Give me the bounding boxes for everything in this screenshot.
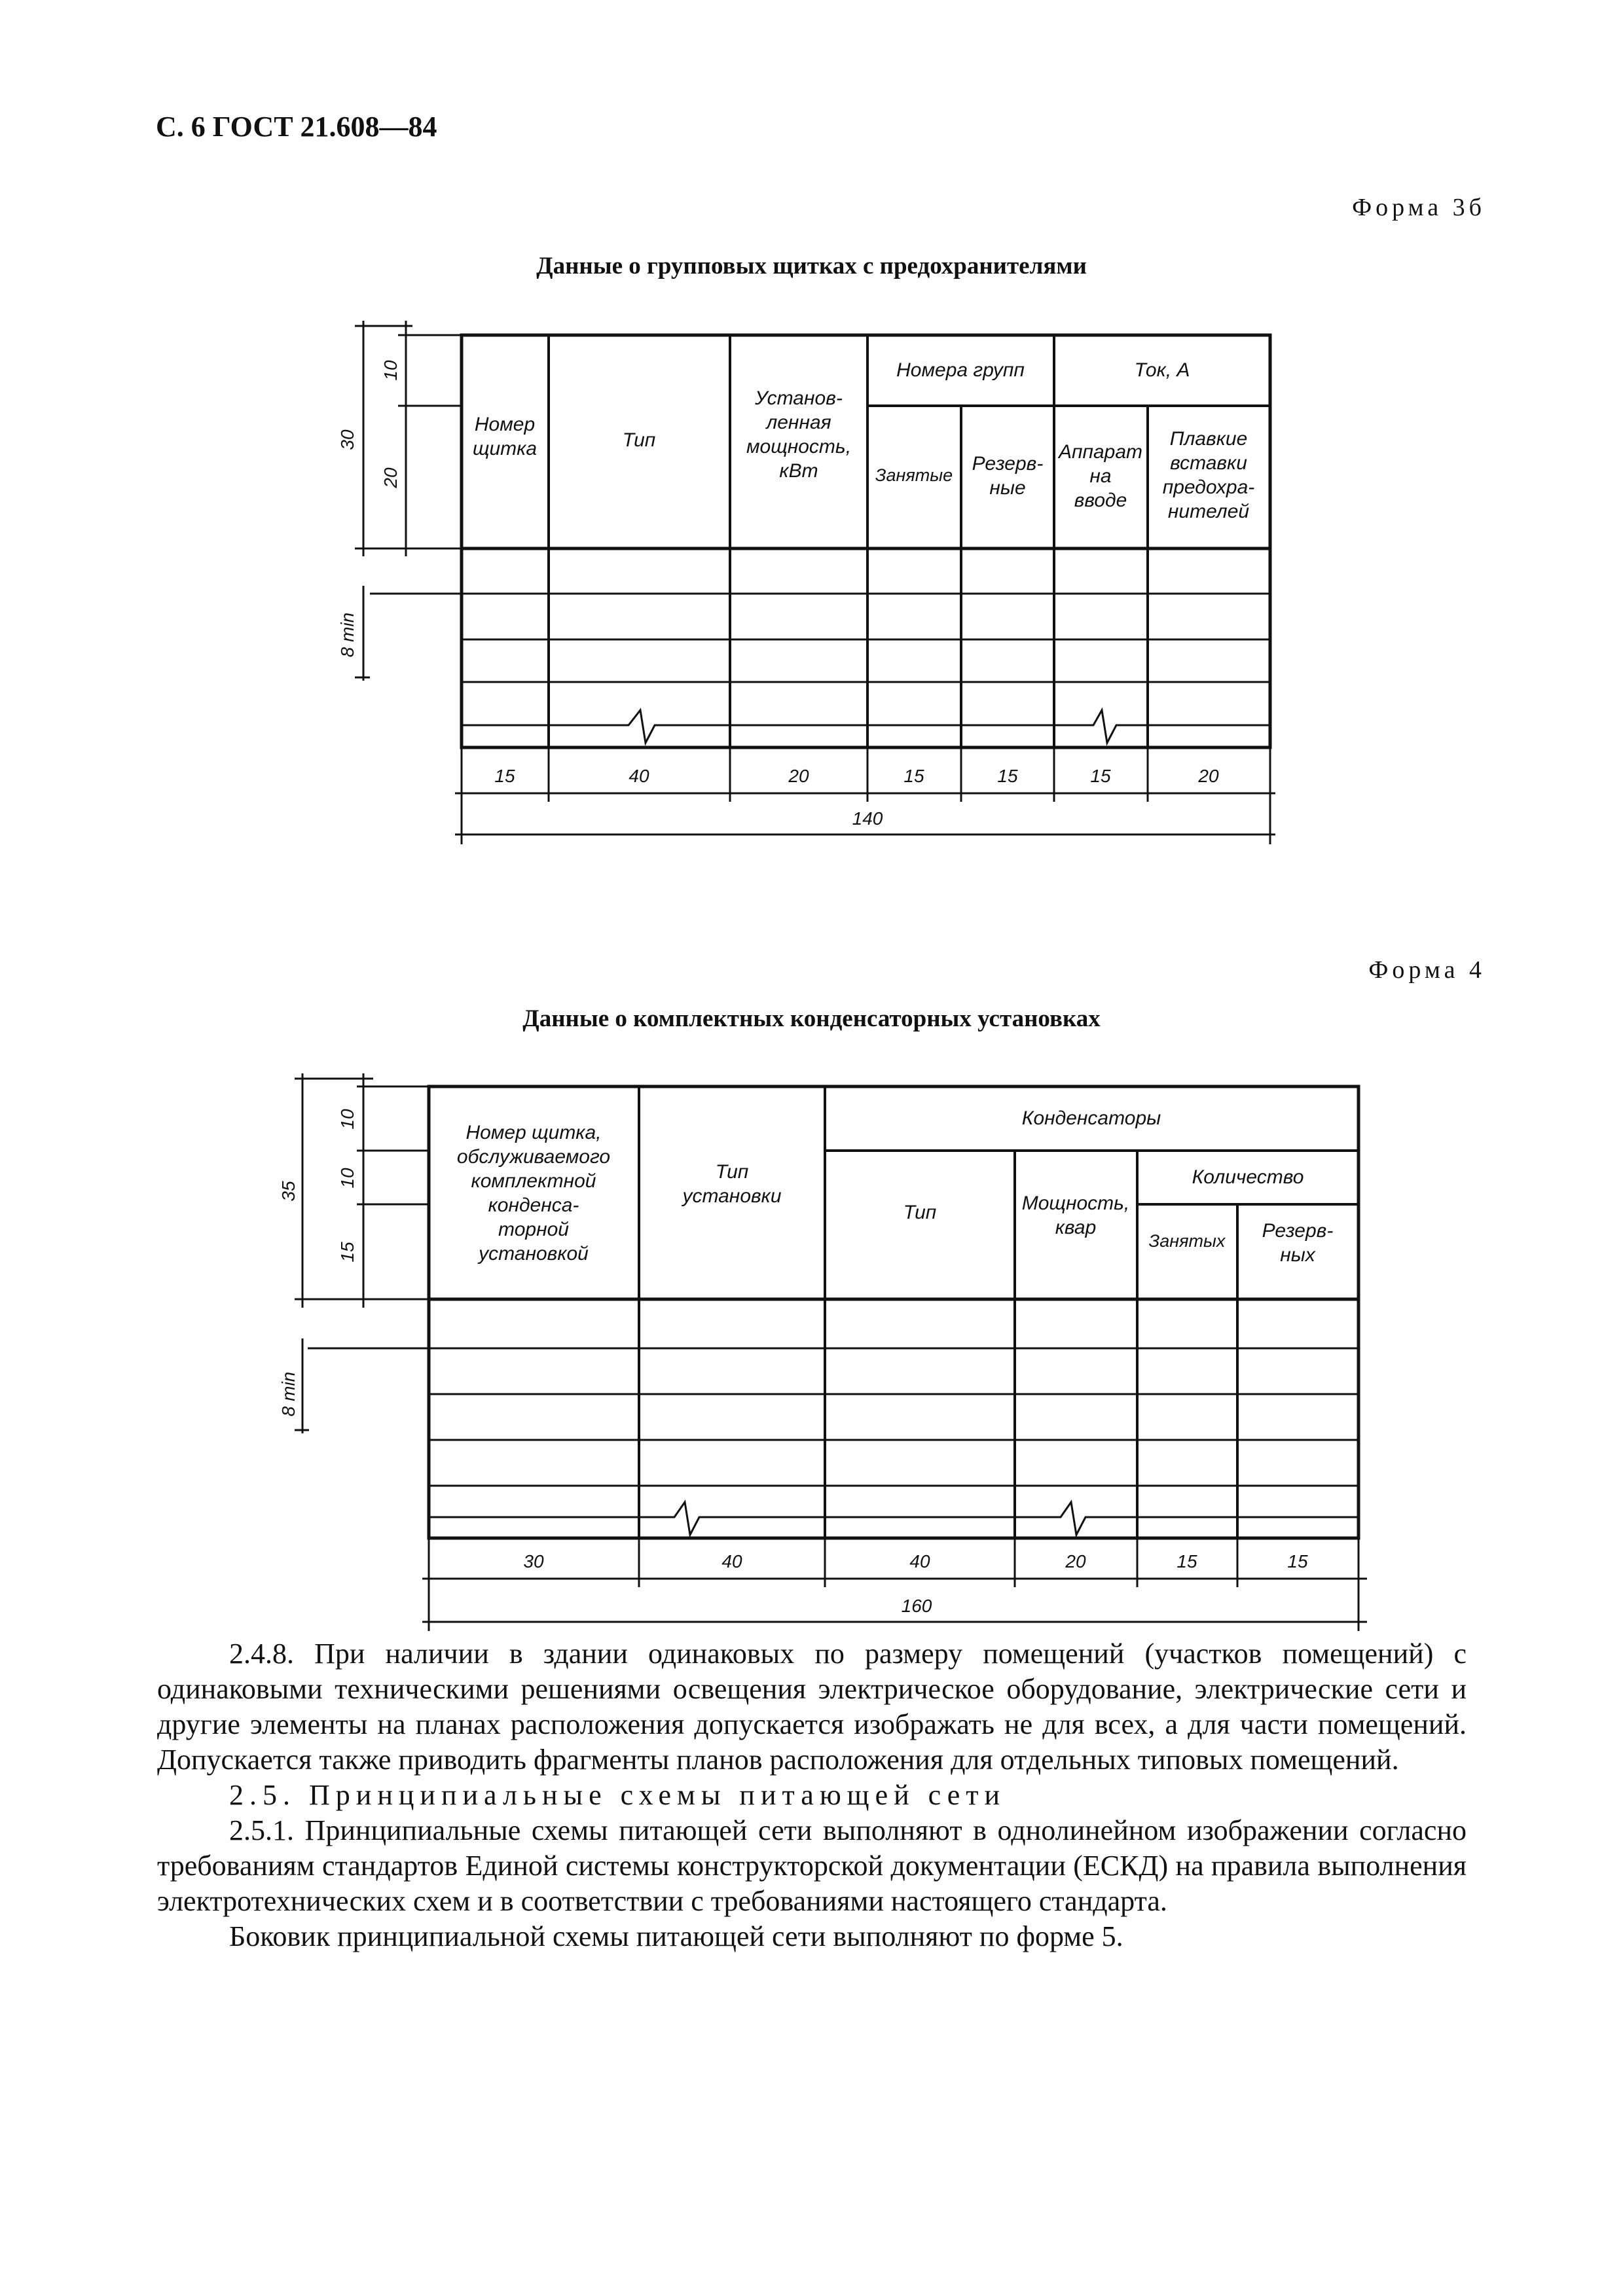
f4-hdr-shield-3: комплектной [471,1170,596,1192]
f4-dim-col-3: 40 [909,1551,930,1571]
f3-dim-left-row: 8 min [337,612,357,658]
f4-hdr-power-2: квар [1055,1217,1097,1238]
f3-dim-left-bottom: 20 [380,467,401,488]
f4-hdr-shield-6: установкой [479,1243,589,1265]
form-3b-title: Данные о групповых щитках с предохранителями [536,253,1087,279]
form-3b-header-fuse-inserts [1163,428,1255,522]
f3-hdr-current: Ток, А [1134,359,1190,381]
f4-dim-left-row: 8 min [278,1371,299,1417]
f3-hdr-apparatus-3: вводе [1074,490,1127,511]
form-3b-header-shield-number [473,414,537,459]
form-4-left-dimensions [278,1109,357,1416]
f3-hdr-shield-2: щитка [472,438,538,459]
f3-hdr-power-2: ленная [766,412,831,433]
f4-dim-left-top: 10 [337,1109,357,1130]
f3-dim-col-7: 20 [1198,766,1219,786]
paragraph-2-5-1: 2.5.1. Принципиальные схемы питающей сети выполняют в однолинейном изображении согласно требованиям стандартов Единой системы конструкторской документации (ЕСКД) на правила выполнения электротехнических схем и в соответствии с требованиями настоящего стандарта. [157,1814,1467,1917]
f3-hdr-fuse-4: нителей [1167,501,1250,522]
f3-dim-left-top: 10 [380,360,401,381]
f3-dim-col-2: 40 [629,766,649,786]
f4-hdr-shield-1: Номер щитка, [465,1122,602,1143]
form-4-header-power [1022,1193,1130,1238]
form-3b-label: Форма 3б [1352,194,1486,221]
f4-hdr-quantity: Количество [1192,1166,1304,1188]
f3-hdr-power-1: Установ- [755,387,843,409]
form-4-header-shield-number [457,1122,610,1265]
f4-dim-col-1: 30 [523,1551,544,1571]
f3-hdr-occupied: Занятые [875,465,953,485]
f4-hdr-shield-5: торной [498,1219,569,1240]
f4-hdr-reserve-1: Резерв- [1262,1220,1334,1242]
form-4-title: Данные о комплектных конденсаторных установках [522,1005,1101,1032]
f4-dim-col-4: 20 [1065,1551,1086,1571]
form-4-header-reserve [1262,1220,1334,1266]
f3-hdr-group-numbers: Номера групп [896,359,1025,381]
f3-hdr-reserve-2: ные [989,477,1026,499]
form-4-table [295,1073,1367,1631]
f3-dim-col-3: 20 [788,766,809,786]
f4-dim-col-2: 40 [721,1551,742,1571]
f4-dim-left-mid: 10 [337,1168,357,1189]
f4-hdr-type: Тип [903,1202,937,1223]
f4-hdr-insttype-1: Тип [715,1161,749,1183]
f4-hdr-insttype-2: установки [682,1185,782,1207]
section-heading-2-5: 2.5. Принципиальные схемы питающей сети [229,1779,1006,1811]
f4-dim-col-6: 15 [1287,1551,1308,1571]
paragraph-2-4-8: 2.4.8. При наличии в здании одинаковых по размеру помещений (участков помещений) с одинаковыми техническими решениями освещения электрическое оборудование, электрические сети и другие элементы на планах расположения допускается изображать не для всех, а для части помещений. Допускается также приводить фрагменты планов расположения для отдельных типовых помещений. [157,1638,1467,1776]
form-3b-header-installed-power [746,387,851,482]
f3-hdr-shield-1: Номер [474,414,536,435]
form-4-label: Форма 4 [1368,956,1486,984]
page-header: С. 6 ГОСТ 21.608—84 [156,111,437,143]
f4-hdr-reserve-2: ных [1280,1244,1315,1266]
f3-dim-col-6: 15 [1090,766,1111,786]
f4-hdr-power-1: Мощность, [1021,1193,1130,1214]
f3-hdr-reserve-1: Резерв- [972,453,1044,475]
f4-hdr-occupied: Занятых [1148,1231,1226,1251]
f3-hdr-power-3: мощность, [746,436,852,457]
f3-hdr-apparatus-2: на [1089,465,1112,487]
form-3b-column-dimensions [494,766,1219,829]
f3-hdr-fuse-1: Плавкие [1169,428,1248,450]
form-3b-left-dimensions [337,360,401,657]
f3-dim-total: 140 [852,808,883,829]
form-4-header-installation-type [681,1161,781,1207]
f3-dim-left-total: 30 [337,429,357,450]
f4-dim-left-total: 35 [278,1181,299,1202]
f4-hdr-shield-4: конденса- [488,1194,579,1216]
f3-dim-col-1: 15 [494,766,515,786]
f4-dim-total: 160 [901,1596,932,1616]
f4-hdr-shield-2: обслуживаемого [456,1146,611,1168]
f3-dim-col-5: 15 [997,766,1018,786]
f4-hdr-capacitors: Конденсаторы [1021,1107,1161,1129]
f4-dim-left-bottom: 15 [337,1242,357,1263]
form-4-column-dimensions [523,1551,1308,1616]
paragraph-form-5: Боковик принципиальной схемы питающей сети выполняют по форме 5. [229,1920,1123,1952]
f3-hdr-apparatus-1: Аппарат [1058,441,1143,463]
form-3b-header-reserve [972,453,1044,499]
form-3b-header-input-apparatus [1057,441,1142,511]
f4-dim-col-5: 15 [1176,1551,1197,1571]
f3-hdr-fuse-3: предохра- [1162,476,1255,498]
f3-hdr-fuse-2: вставки [1170,452,1247,474]
f3-hdr-power-4: кВт [779,460,818,482]
body-text [157,1636,1467,1954]
f3-dim-col-4: 15 [903,766,924,786]
f3-hdr-type: Тип [622,429,656,451]
